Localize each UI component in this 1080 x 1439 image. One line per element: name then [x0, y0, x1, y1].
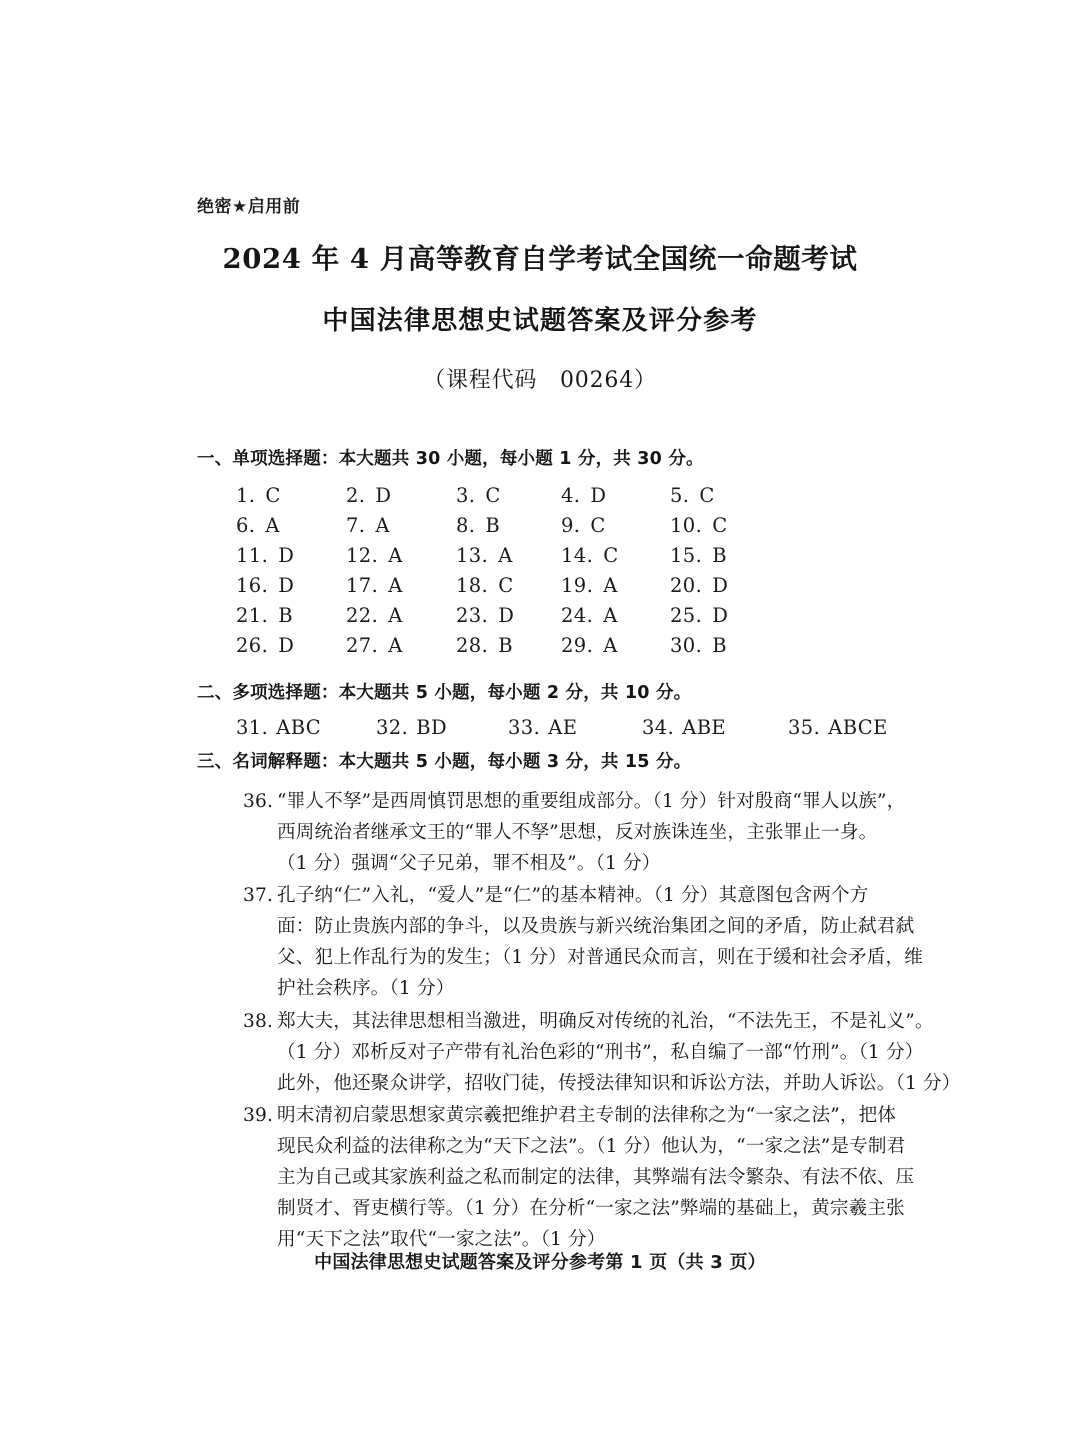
question-number: 39. [243, 1105, 274, 1126]
answer-number: 25. [670, 604, 703, 627]
answer-number: 1. [236, 484, 256, 507]
answer-number: 16. [236, 574, 269, 597]
answer-number: 7. [346, 514, 366, 537]
multi-answer-item [642, 716, 726, 739]
answer-value: D [498, 604, 515, 627]
answer-value: B [712, 544, 727, 567]
multi-answer-item [236, 716, 321, 739]
answer-value: B [278, 604, 293, 627]
answer-value: D [712, 574, 729, 597]
answer-value: C [485, 484, 501, 507]
secrecy-notice: 绝密★启用前 [197, 197, 301, 217]
answer-number: 18. [456, 574, 489, 597]
answer-number: 19. [561, 574, 594, 597]
answer-item [456, 604, 514, 627]
answer-number: 20. [670, 574, 703, 597]
answer-item [561, 544, 619, 567]
answer-row [236, 544, 896, 574]
answer-text: 用“天下之法”取代“一家之法”。（1 分） [277, 1229, 606, 1250]
answer-number: 13. [456, 544, 489, 567]
answer-value: D [712, 604, 729, 627]
answer-block-38 [243, 1006, 961, 1099]
multi-answer-value: ABCE [828, 716, 888, 739]
answer-item [670, 634, 727, 657]
multi-answer-number: 33. [508, 716, 541, 739]
answer-value: A [388, 574, 403, 597]
multi-answer-value: BD [416, 716, 447, 739]
page-footer: 中国法律思想史试题答案及评分参考第 1 页（共 3 页） [314, 1252, 766, 1273]
answer-number: 21. [236, 604, 269, 627]
answer-number: 26. [236, 634, 269, 657]
answer-value: C [603, 544, 619, 567]
answer-item [236, 604, 293, 627]
answer-item [670, 604, 728, 627]
answer-item [561, 634, 618, 657]
answer-number: 4. [561, 484, 581, 507]
answer-number: 11. [236, 544, 269, 567]
answer-text: 制贤才、胥吏横行等。（1 分）在分析“一家之法”弊端的基础上，黄宗羲主张 [277, 1198, 905, 1219]
answer-text: “罪人不孥”是西周慎罚思想的重要组成部分。（1 分）针对殷商“罪人以族”， [277, 791, 906, 812]
answer-number: 8. [456, 514, 476, 537]
answer-value: A [388, 544, 403, 567]
answer-text-line [243, 786, 906, 817]
answer-text-line [243, 1162, 915, 1193]
answer-number: 30. [670, 634, 703, 657]
answer-block-39 [243, 1100, 915, 1255]
answer-text-line [243, 1068, 961, 1099]
answer-row [236, 514, 896, 544]
multi-answer-item [788, 716, 888, 739]
answer-text: 西周统治者继承文王的“罪人不孥”思想，反对族诛连坐，主张罪止一身。 [277, 822, 878, 843]
answer-number: 3. [456, 484, 476, 507]
answer-value: D [375, 484, 392, 507]
answer-number: 27. [346, 634, 379, 657]
answer-text: （1 分）强调“父子兄弟，罪不相及”。（1 分） [277, 853, 661, 874]
answer-value: B [712, 634, 727, 657]
answer-item [561, 604, 618, 627]
answer-item [561, 484, 606, 507]
answer-value: D [278, 544, 295, 567]
answer-value: A [603, 634, 618, 657]
section-heading-multi-choice: 二、多项选择题：本大题共 5 小题，每小题 2 分，共 10 分。 [197, 683, 692, 703]
answer-item [561, 514, 606, 537]
answer-text: 护社会秩序。（1 分） [277, 978, 455, 999]
answer-value: C [590, 514, 606, 537]
answer-number: 24. [561, 604, 594, 627]
answer-text: 孔子纳“仁”入礼，“爱人”是“仁”的基本精神。（1 分）其意图包含两个方 [277, 885, 869, 906]
answer-number: 5. [670, 484, 690, 507]
answer-text-line [243, 848, 891, 879]
multi-answer-value: ABE [682, 716, 727, 739]
answer-value: A [498, 544, 513, 567]
answer-value: D [278, 634, 295, 657]
answer-value: C [498, 574, 514, 597]
answer-value: A [603, 574, 618, 597]
answer-item [236, 574, 294, 597]
answer-item [236, 484, 281, 507]
answer-item [236, 634, 294, 657]
multi-answer-value: AE [548, 716, 578, 739]
answer-text-line [243, 973, 891, 1004]
answer-value: C [699, 484, 715, 507]
multi-answer-value: ABC [276, 716, 322, 739]
answer-value: B [485, 514, 501, 537]
answer-number: 23. [456, 604, 489, 627]
answer-text-line [243, 1193, 905, 1224]
answer-item [670, 484, 715, 507]
answer-item [561, 574, 618, 597]
question-number: 36. [243, 791, 274, 812]
answer-item [236, 514, 280, 537]
answer-number: 10. [670, 514, 703, 537]
course-code: （课程代码 00264） [423, 368, 657, 393]
answer-number: 9. [561, 514, 581, 537]
question-number: 38. [243, 1011, 274, 1032]
multi-answer-item [508, 716, 577, 739]
answer-number: 12. [346, 544, 379, 567]
answer-item [456, 484, 501, 507]
answer-value: D [590, 484, 607, 507]
answer-number: 28. [456, 634, 489, 657]
answer-text-line [243, 880, 891, 911]
answer-number: 29. [561, 634, 594, 657]
answer-text: 此外，他还聚众讲学，招收门徒，传授法律知识和诉讼方法，并助人诉讼。（1 分） [277, 1073, 961, 1094]
answer-value: B [498, 634, 513, 657]
answer-number: 17. [346, 574, 379, 597]
answer-row [236, 634, 896, 664]
multi-answer-number: 32. [376, 716, 409, 739]
answer-value: D [278, 574, 295, 597]
answer-item [670, 544, 727, 567]
answer-row [236, 604, 896, 634]
answer-item [456, 514, 500, 537]
single-choice-answer-grid [236, 484, 896, 664]
answer-value: C [265, 484, 281, 507]
answer-item [456, 544, 513, 567]
answer-item [346, 574, 403, 597]
answer-text-line [243, 1131, 906, 1162]
answer-value: A [388, 604, 403, 627]
answer-text-line [243, 1100, 897, 1131]
answer-text-line [243, 911, 915, 942]
answer-block-37 [243, 880, 924, 1004]
multi-answer-number: 34. [642, 716, 675, 739]
answer-text-line [243, 942, 924, 973]
section-heading-single-choice: 一、单项选择题：本大题共 30 小题，每小题 1 分，共 30 分。 [197, 449, 704, 469]
answer-number: 6. [236, 514, 256, 537]
multi-answer-number: 31. [236, 716, 269, 739]
answer-text: （1 分）邓析反对子产带有礼治色彩的“刑书”，私自编了一部“竹刑”。（1 分） [277, 1042, 924, 1063]
answer-number: 14. [561, 544, 594, 567]
answer-text-line [243, 817, 891, 848]
answer-text-line [243, 1037, 924, 1068]
answer-value: A [375, 514, 390, 537]
answer-item [456, 574, 514, 597]
answer-number: 15. [670, 544, 703, 567]
answer-row [236, 574, 896, 604]
multi-answer-number: 35. [788, 716, 821, 739]
answer-item [346, 484, 391, 507]
multi-answer-item [376, 716, 447, 739]
answer-item [346, 634, 403, 657]
multi-choice-answer-row [236, 716, 916, 746]
answer-item [670, 574, 728, 597]
answer-item [346, 604, 403, 627]
paper-title: 中国法律思想史试题答案及评分参考 [322, 306, 758, 336]
answer-block-36 [243, 786, 906, 879]
answer-text: 郑大夫，其法律思想相当激进，明确反对传统的礼治，“不法先王，不是礼义”。 [277, 1011, 934, 1032]
answer-text: 现民众利益的法律称之为“天下之法”。（1 分）他认为，“一家之法”是专制君 [277, 1136, 906, 1157]
answer-item [236, 544, 294, 567]
answer-value: C [712, 514, 728, 537]
exam-title: 2024 年 4 月高等教育自学考试全国统一命题考试 [222, 243, 858, 275]
answer-item [456, 634, 513, 657]
answer-text: 明末清初启蒙思想家黄宗羲把维护君主专制的法律称之为“一家之法”，把体 [277, 1105, 897, 1126]
answer-value: A [265, 514, 280, 537]
answer-item [346, 514, 390, 537]
answer-text: 主为自己或其家族利益之私而制定的法律，其弊端有法令繁杂、有法不依、压 [277, 1167, 915, 1188]
answer-text-line [243, 1006, 934, 1037]
answer-row [236, 484, 896, 514]
answer-value: A [388, 634, 403, 657]
question-number: 37. [243, 885, 274, 906]
answer-number: 22. [346, 604, 379, 627]
answer-item [670, 514, 728, 537]
answer-text: 面：防止贵族内部的争斗，以及贵族与新兴统治集团之间的矛盾，防止弑君弑 [277, 916, 915, 937]
answer-item [346, 544, 403, 567]
answer-text: 父、犯上作乱行为的发生；（1 分）对普通民众而言，则在于缓和社会矛盾，维 [277, 947, 924, 968]
section-heading-term-explanation: 三、名词解释题：本大题共 5 小题，每小题 3 分，共 15 分。 [197, 752, 692, 772]
answer-value: A [603, 604, 618, 627]
answer-number: 2. [346, 484, 366, 507]
